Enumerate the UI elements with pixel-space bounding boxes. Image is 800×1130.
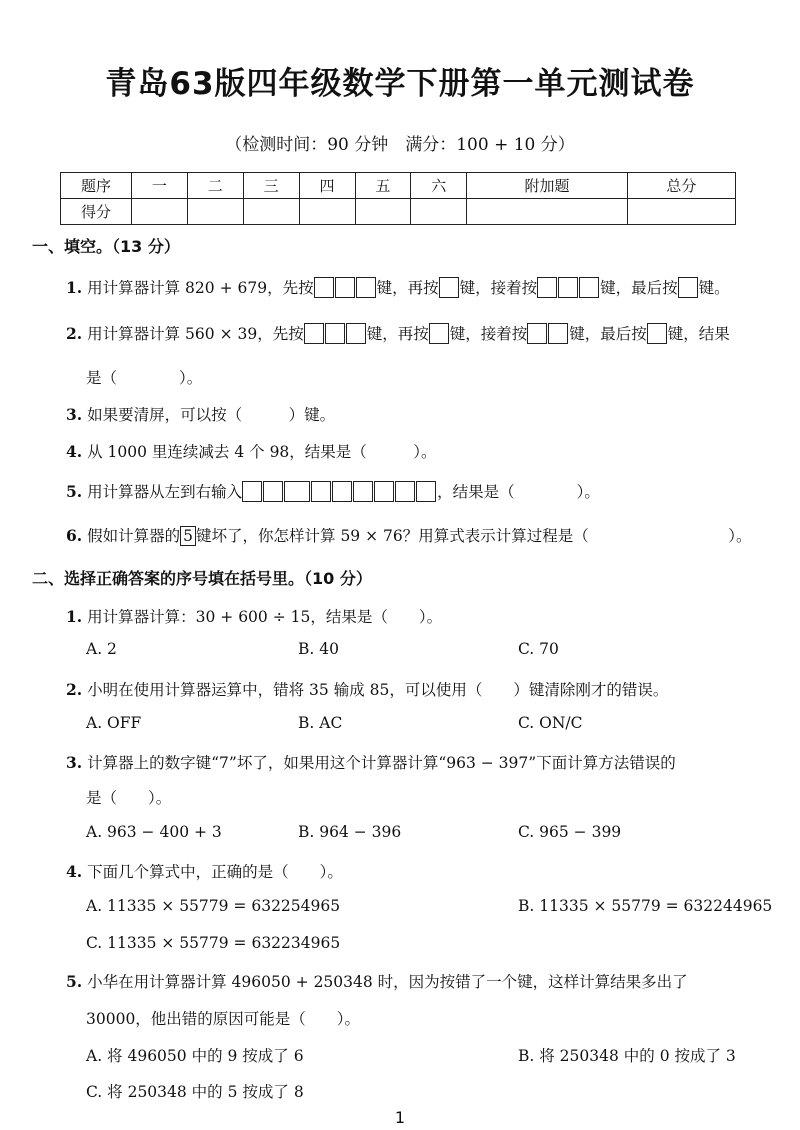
answer-box[interactable]: [314, 277, 334, 298]
s1-question-3: [66, 403, 335, 425]
answer-box[interactable]: [374, 481, 394, 502]
s1-question-4: [66, 440, 437, 462]
question-text: 键，再按: [376, 279, 439, 297]
option-c[interactable]: C. 965 − 399: [518, 823, 622, 841]
question-text: 键。: [698, 279, 730, 297]
question-text: 从 1000 里连续减去 4 个 98，结果是（ ）。: [87, 443, 437, 461]
key-5-box: 5: [180, 526, 196, 546]
score-cell[interactable]: [187, 199, 243, 225]
answer-box[interactable]: [395, 481, 415, 502]
s1-question-6: [66, 524, 751, 546]
s1-question-2: [66, 322, 730, 346]
question-number: 5.: [66, 482, 83, 501]
s2-question-4: [66, 860, 343, 882]
answer-box[interactable]: [325, 323, 345, 344]
option-a[interactable]: A. 将 496050 中的 9 按成了 6: [86, 1047, 304, 1065]
answer-box[interactable]: [647, 323, 667, 344]
s2-question-1: [66, 605, 442, 627]
exam-info: （检测时间：90 分钟 满分：100 + 10 分）: [225, 135, 575, 155]
column-1: 一: [132, 173, 188, 199]
question-text: 用计算器计算：30 + 600 ÷ 15，结果是（ ）。: [87, 608, 443, 626]
column-total: 总分: [627, 173, 735, 199]
option-a[interactable]: A. 963 − 400 + 3: [86, 823, 222, 841]
s1-question-5: [66, 480, 600, 504]
s1-question-1: [66, 276, 730, 300]
score-cell[interactable]: [299, 199, 355, 225]
answer-box[interactable]: [284, 481, 310, 502]
score-table-score-row: [61, 199, 736, 225]
score-cell[interactable]: [132, 199, 188, 225]
answer-box[interactable]: [416, 481, 436, 502]
answer-box[interactable]: [579, 277, 599, 298]
option-b[interactable]: B. 40: [298, 640, 339, 658]
question-number: 3.: [66, 405, 83, 424]
section-1-heading: 一、填空。（13 分）: [32, 237, 180, 256]
s2-question-5: [66, 970, 688, 992]
page-number: 1: [394, 1108, 406, 1127]
question-number: 5.: [66, 972, 83, 991]
score-cell[interactable]: [627, 199, 735, 225]
answer-box[interactable]: [311, 481, 331, 502]
question-text: ，结果是（ ）。: [437, 483, 600, 501]
question-text: 小华在用计算器计算 496050 + 250348 时，因为按错了一个键，这样计算结果多出了: [87, 973, 688, 991]
question-number: 3.: [66, 753, 83, 772]
question-text: 下面几个算式中，正确的是（ ）。: [87, 863, 343, 881]
option-b[interactable]: B. AC: [298, 714, 343, 732]
question-text: 小明在使用计算器运算中，错将 35 输成 85，可以使用（ ）键清除刚才的错误。: [87, 681, 669, 699]
score-cell[interactable]: [411, 199, 467, 225]
question-text: 键，再按: [366, 325, 429, 343]
s1-question-2-cont: 是（ ）。: [86, 369, 203, 387]
score-cell[interactable]: [243, 199, 299, 225]
answer-box[interactable]: [527, 323, 547, 344]
s2-question-3-cont: 是（ ）。: [86, 789, 172, 807]
option-a[interactable]: A. 11335 × 55779 = 632254965: [86, 897, 341, 915]
answer-box[interactable]: [678, 277, 698, 298]
question-text: 用计算器计算 820 + 679，先按: [87, 279, 314, 297]
answer-box[interactable]: [558, 277, 578, 298]
option-c[interactable]: C. ON/C: [518, 714, 583, 732]
answer-box[interactable]: [548, 323, 568, 344]
column-5: 五: [355, 173, 411, 199]
question-text: 键，最后按: [569, 325, 647, 343]
score-cell[interactable]: [467, 199, 628, 225]
score-table-header-row: [61, 173, 736, 199]
answer-box[interactable]: [335, 277, 355, 298]
answer-box[interactable]: [429, 323, 449, 344]
answer-box[interactable]: [537, 277, 557, 298]
option-a[interactable]: A. 2: [86, 640, 117, 658]
question-text: 用计算器从左到右输入: [87, 483, 243, 501]
section-2-heading: 二、选择正确答案的序号填在括号里。（10 分）: [32, 569, 372, 588]
column-3: 三: [243, 173, 299, 199]
answer-box[interactable]: [263, 481, 283, 502]
answer-box[interactable]: [346, 323, 366, 344]
score-cell[interactable]: [355, 199, 411, 225]
option-a[interactable]: A. OFF: [86, 714, 142, 732]
question-text: 用计算器计算 560 × 39，先按: [87, 325, 304, 343]
question-number: 2.: [66, 324, 83, 343]
question-number: 1.: [66, 278, 83, 297]
answer-box[interactable]: [439, 277, 459, 298]
header-label: 题序: [61, 173, 132, 199]
score-table: [60, 172, 736, 225]
question-text: 键坏了，你怎样计算 59 × 76？用算式表示计算过程是（ ）。: [196, 527, 752, 545]
question-number: 1.: [66, 607, 83, 626]
question-text: 键，结果: [667, 325, 730, 343]
question-text: 键，最后按: [600, 279, 678, 297]
question-text: 假如计算器的: [87, 527, 181, 545]
question-text: 计算器上的数字键“7”坏了，如果用这个计算器计算“963 − 397”下面计算方法错误的: [87, 754, 676, 772]
column-2: 二: [187, 173, 243, 199]
column-bonus: 附加题: [467, 173, 628, 199]
option-c[interactable]: C. 将 250348 中的 5 按成了 8: [86, 1083, 304, 1101]
question-number: 6.: [66, 526, 83, 545]
question-number: 2.: [66, 680, 83, 699]
question-text: 键，接着按: [449, 325, 528, 343]
page-title: 青岛63版四年级数学下册第一单元测试卷: [105, 66, 695, 102]
answer-box[interactable]: [242, 481, 262, 502]
option-c[interactable]: C. 70: [518, 640, 559, 658]
option-b[interactable]: B. 将 250348 中的 0 按成了 3: [518, 1047, 736, 1065]
question-number: 4.: [66, 442, 83, 461]
answer-box[interactable]: [332, 481, 352, 502]
answer-box[interactable]: [356, 277, 376, 298]
question-text: 键，接着按: [459, 279, 538, 297]
column-6: 六: [411, 173, 467, 199]
option-b[interactable]: B. 964 − 396: [298, 823, 402, 841]
score-label: 得分: [61, 199, 132, 225]
answer-box[interactable]: [304, 323, 324, 344]
question-text: 如果要清屏，可以按（ ）键。: [87, 406, 336, 424]
s2-question-3: [66, 751, 676, 773]
column-4: 四: [299, 173, 355, 199]
s2-question-5-cont: 30000，他出错的原因可能是（ ）。: [86, 1010, 361, 1028]
question-number: 4.: [66, 862, 83, 881]
option-c[interactable]: C. 11335 × 55779 = 632234965: [86, 934, 341, 952]
option-b[interactable]: B. 11335 × 55779 = 632244965: [518, 897, 773, 915]
answer-box[interactable]: [353, 481, 373, 502]
s2-question-2: [66, 678, 668, 700]
